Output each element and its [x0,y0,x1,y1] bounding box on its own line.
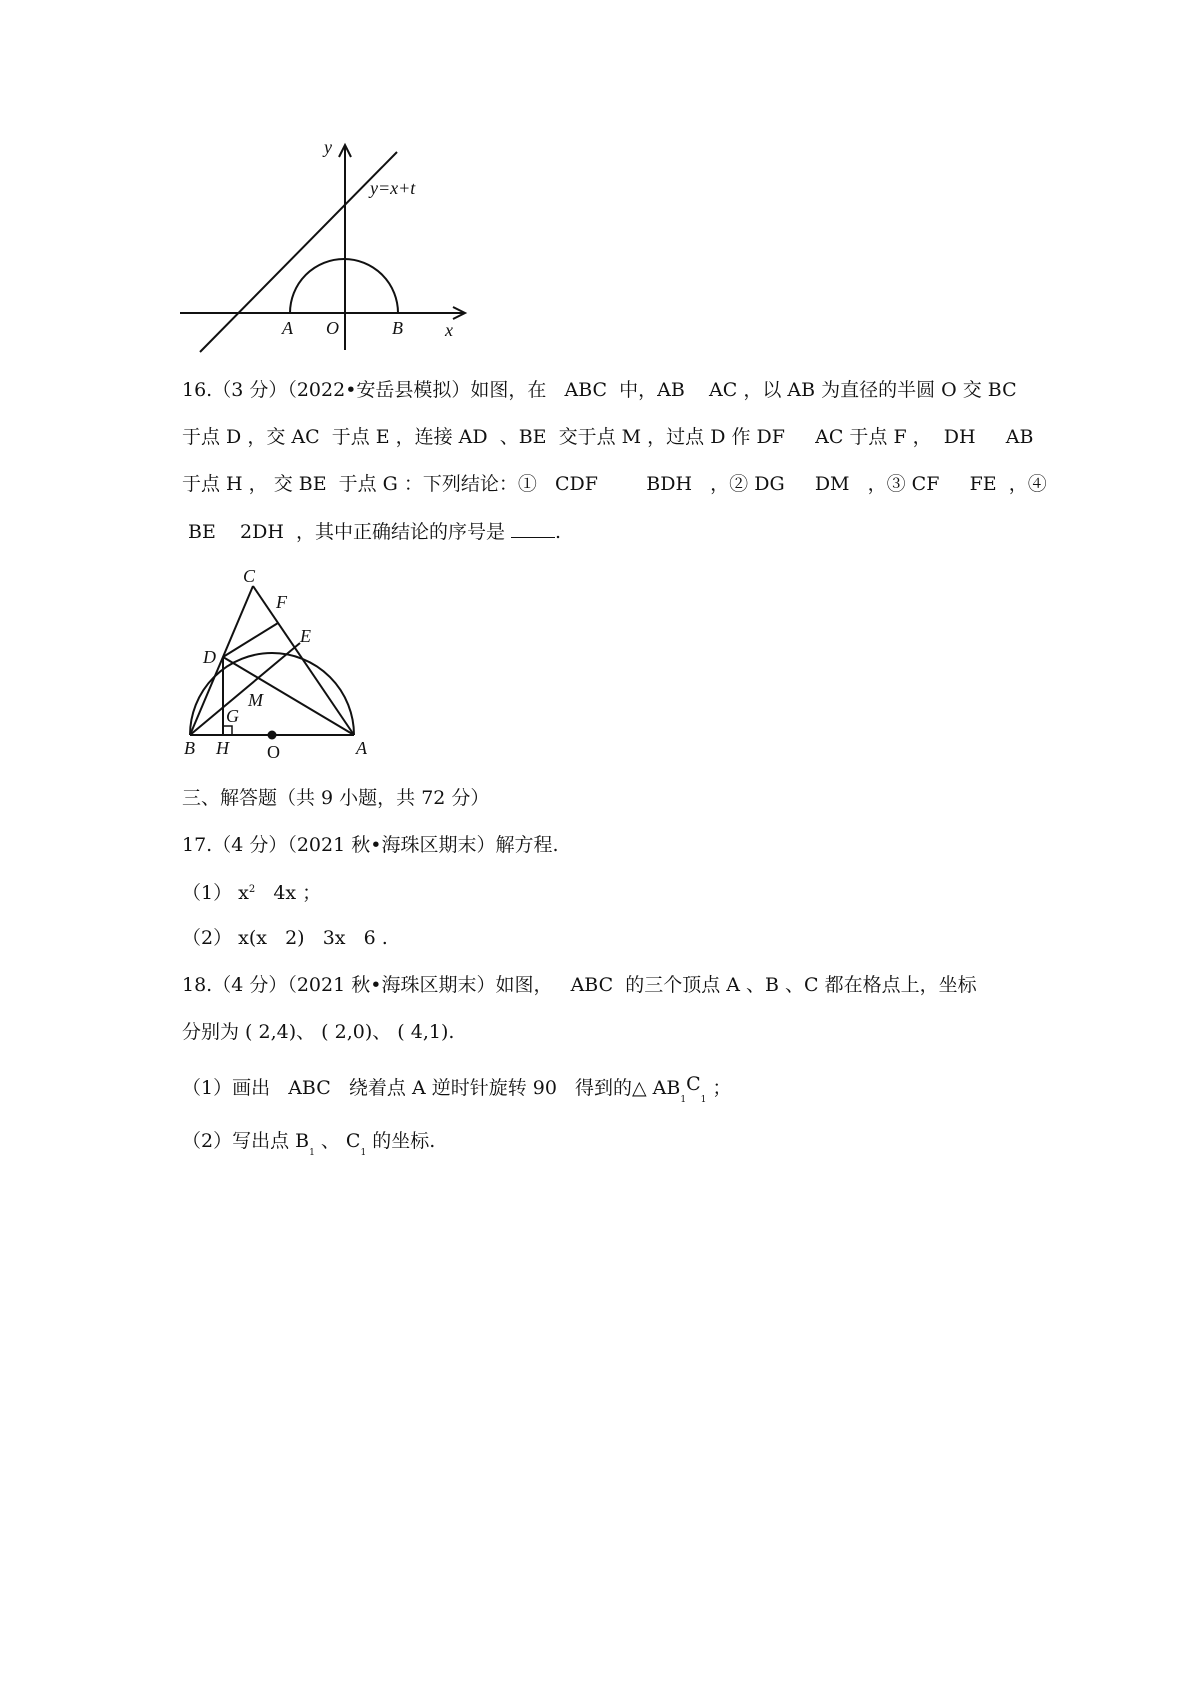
label-G: G [226,706,239,726]
q18-part-2-end: 的坐标. [366,1130,436,1152]
q18-part-1-c: C [686,1073,701,1095]
label-E: E [300,626,311,646]
q16-line-4 [182,519,561,544]
q18-part-1-end: ； [706,1077,732,1099]
label-C: C [243,566,256,586]
q16-line-1: 16.（3 分）（2022•安岳县模拟）如图，在 ABC 中，AB AC ，以 AB 为直径的半圆 O 交 BC [182,379,1017,401]
label-O: O [267,742,280,760]
label-M: M [248,690,263,710]
label-x: x [445,320,453,340]
right-angle-mark [223,726,232,735]
subscript-1: 1 [680,1095,687,1105]
segment-ad [223,657,354,735]
q17-part-1-text: （1） x [182,882,249,904]
q17-part-1 [182,881,321,909]
line-y-x-t [200,152,397,352]
label-A: A [282,318,293,338]
label-B: B [184,738,195,758]
q18-part-1 [182,1073,732,1105]
exponent-2: 2 [248,884,256,895]
label-A: A [356,738,367,758]
q18-part-2-text: （2）写出点 B [182,1130,310,1152]
label-O: O [326,318,339,338]
label-y: y [324,140,332,157]
subscript-1b: 1 [700,1095,707,1105]
q16-line-4-end: . [555,521,562,543]
q18-part-2-c: 、 C [314,1130,361,1152]
q18-coords: 分别为 ( 2,4)、 ( 2,0)、 ( 4,1). [182,1021,455,1043]
center-point [268,731,277,740]
figure-line-semicircle [175,140,475,355]
label-line: y=x+t [370,178,416,198]
label-D: D [203,647,216,667]
subscript-c1: 1 [360,1148,367,1158]
label-H: H [216,738,229,758]
q17-stem: 17.（4 分）（2021 秋•海珠区期末）解方程. [182,834,559,856]
figure-triangle-semicircle [175,565,390,760]
q16-line-3: 于点 H ， 交 BE 于点 G ：下列结论：① CDF BDH ，② DG DM ，③ CF FE ，④ [182,473,1047,495]
label-B: B [392,318,403,338]
q18-part-2 [182,1129,435,1157]
answer-blank [511,519,555,538]
q16-line-4-text: BE 2DH ，其中正确结论的序号是 [182,521,512,543]
q17-part-2: （2） x(x 2) 3x 6 . [182,927,388,949]
segment-ca [253,586,354,735]
q16-line-2: 于点 D ，交 AC 于点 E ，连接 AD 、BE 交于点 M ，过点 D 作 DF AC 于点 F ， DH AB [182,426,1034,448]
q18-stem: 18.（4 分）（2021 秋•海珠区期末）如图， ABC 的三个顶点 A 、B 、C 都在格点上，坐标 [182,974,977,996]
q17-part-1-rest: 4x ； [255,882,322,904]
segment-bc [190,586,253,735]
q18-part-1-text: （1）画出 ABC 绕着点 A 逆时针旋转 90 得到的△ AB [182,1077,681,1099]
section-3-title: 三、解答题（共 9 小题，共 72 分） [182,787,490,809]
label-F: F [276,592,287,612]
subscript-b1: 1 [309,1148,315,1158]
